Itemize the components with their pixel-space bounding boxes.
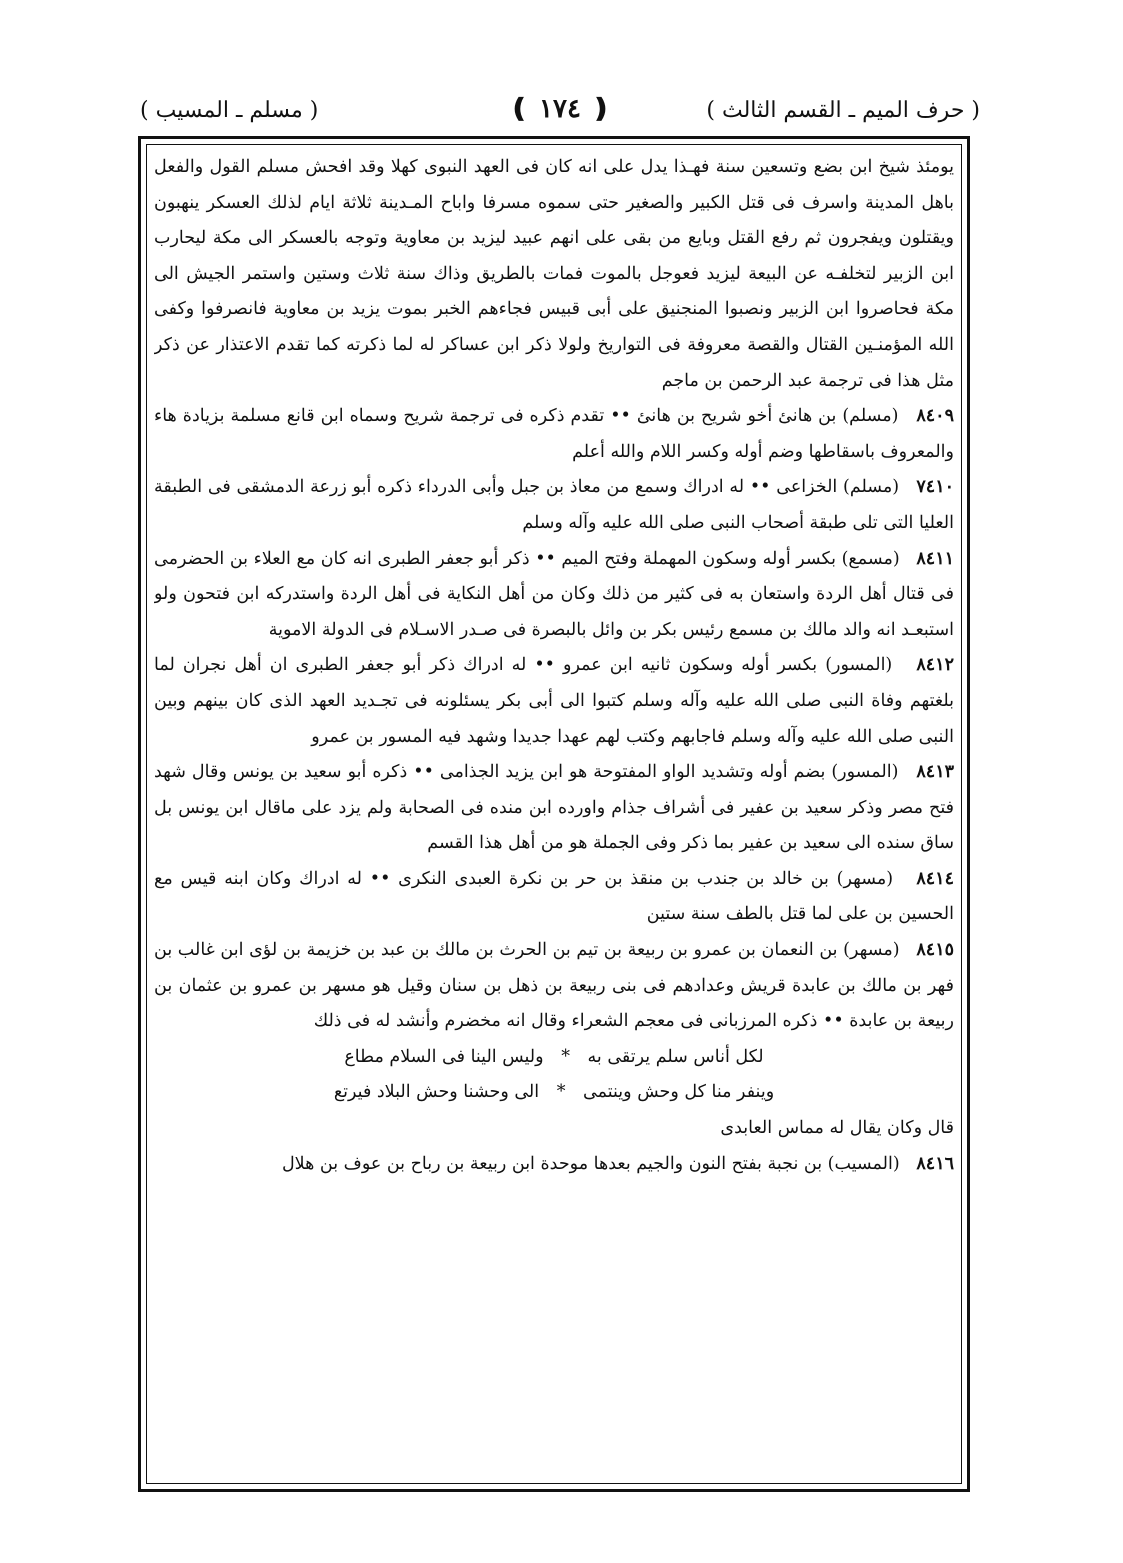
poem-separator: * <box>556 1082 566 1103</box>
poem-second-hemistich: وليس الينا فى السلام مطاع <box>344 1046 544 1067</box>
entry-number: ٨٤٠٩ <box>916 406 954 427</box>
poem-first-hemistich: وينفر منا كل وحش وينتمى <box>583 1082 775 1103</box>
entry-number: ٨٤١٤ <box>916 868 954 889</box>
poem <box>154 1040 954 1111</box>
entry-8411 <box>154 542 954 649</box>
entry-text: (المسور) بكسر أوله وسكون ثانيه ابن عمرو •• له ادراك ذكر أبو جعفر الطبرى ان أهل نجران لما بلغتهم وفاة النبى صلى الله عليه وآله وسلم كتبوا الى أبى بكر يسئلونه فى تجـديد العهد الذى كان بينهم وبين النبى صلى الله عليه وآله وسلم فاجابهم وكتب لهم عهدا جديدا وشهد فيه المسور بن عمرو <box>154 655 954 747</box>
entry-8415 <box>154 933 954 1040</box>
page-number-value: ١٧٤ <box>539 94 581 124</box>
poem-separator: * <box>561 1046 570 1067</box>
intro-paragraph: يومئذ شيخ ابن بضع وتسعين سنة فهـذا يدل على انه كان فى العهد النبوى كهلا وقد افحش مسلم القول والفعل باهل المدينة واسرف فى قتل الكبير والصغير حتى سموه مسرفا واباح المـدينة ثلاثة ايام لذلك العسكر ينهبون ويقتلون ويفجرون ثم رفع القتل وبايع من بقى على انهم عبيد ليزيد بن معاوية وتوجه بالعسكر الى مكة ليحارب ابن الزبير لتخلفـه عن البيعة ليزيد فعوجل بالموت فمات بالطريق وذاك سنة ثلاث وستين واستمر الجيش الى مكة فحاصروا ابن الزبير ونصبوا المنجنيق على أبى قبيس فجاءهم الخبر بموت يزيد بن معاوية فانصرفوا وكفى الله المؤمنـين القتال والقصة معروفة فى التواريخ ولولا ذكر ابن عساكر له لما ذكرته كما تقدم الاعتذار عن ذكر مثل هذا فى ترجمة عبد الرحمن بن ماجم <box>154 157 954 391</box>
page-header <box>140 94 980 134</box>
after-poem-line: قال وكان يقال له مماس العابدى <box>720 1118 954 1139</box>
poem-line <box>154 1075 954 1111</box>
entry-8414 <box>154 862 954 933</box>
poem-second-hemistich: الى وحشنا وحش البلاد فيرتع <box>333 1082 540 1103</box>
page-number-ornament-left: ❫ <box>508 94 530 124</box>
entry-number: ٨٤١٢ <box>916 655 954 676</box>
entry-7410 <box>154 470 954 541</box>
entry-8412 <box>154 648 954 755</box>
entry-number: ٨٤١١ <box>916 548 954 569</box>
page-number <box>508 94 612 124</box>
poem-first-hemistich: لكل أناس سلم يرتقى به <box>587 1046 764 1067</box>
entries-range: ( مسلم ـ المسيب ) <box>140 98 319 123</box>
entry-text: (المسور) بضم أوله وتشديد الواو المفتوحة هو ابن يزيد الجذامى •• ذكره أبو سعيد بن يونس وقال شهد فتح مصر وذكر سعيد بن عفير فى أشراف جذام واورده ابن منده فى الصحابة ولم يزد على ماقال ابن يونس بل ساق سنده الى سعيد بن عفير بما ذكر وفى الجملة هو من أهل هذا القسم <box>154 762 954 854</box>
entry-text: (مسهر) بن النعمان بن عمرو بن ربيعة بن تيم بن الحرث بن مالك بن عبد بن خزيمة بن لؤى ابن غالب بن فهر بن مالك بن عابدة قريش وعدادهم فى بنى ربيعة بن ذهل بن سنان وقيل هو مسهر بن عمرو بن عثمان بن ربيعة بن عابدة •• ذكره المرزبانى فى معجم الشعراء وقال انه مخضرم وأنشد له فى ذلك <box>154 940 954 1032</box>
entry-number: ٨٤١٦ <box>916 1153 954 1174</box>
poem-line <box>154 1040 954 1076</box>
entry-8416 <box>154 1147 954 1183</box>
entry-8413 <box>154 755 954 862</box>
entry-8409 <box>154 399 954 470</box>
entry-number: ٨٤١٣ <box>916 762 954 783</box>
entry-text: (مسهر) بن خالد بن جندب بن منقذ بن حر بن نكرة العبدى النكرى •• له ادراك وكان ابنه قيس مع الحسين بن على لما قتل بالطف سنة ستين <box>154 868 954 925</box>
entry-text: (مسلم) بن هانئ أخو شريح بن هانئ •• تقدم ذكره فى ترجمة شريح وسماه ابن قانع مسلمة بزيادة هاء والمعروف باسقاطها وضم أوله وكسر اللام والله أعلم <box>154 406 954 462</box>
page-number-ornament-right: ❪ <box>590 94 612 124</box>
entry-text: (المسيب) بن نجبة بفتح النون والجيم بعدها موحدة ابن ربيعة بن رباح بن عوف بن هلال <box>281 1153 900 1174</box>
page-body <box>154 150 954 1470</box>
entry-text: (مسمع) بكسر أوله وسكون المهملة وفتح الميم •• ذكر أبو جعفر الطبرى انه كان مع العلاء بن الحضرمى فى قتال أهل الردة واستعان به فى كثير من ذلك وكان من أهل النكاية فى أهل الردة واستدركه ابن فتحون ولو استبعـد انه والد مالك بن مسمع رئيس بكر بن وائل بالبصرة فى صـدر الاسـلام فى الدولة الاموية <box>154 548 954 640</box>
section-title: ( حرف الميم ـ القسم الثالث ) <box>706 98 980 123</box>
entry-number: ٨٤١٥ <box>916 940 954 961</box>
entry-text: (مسلم) الخزاعى •• له ادراك وسمع من معاذ بن جبل وأبى الدرداء ذكره أبو زرعة الدمشقى فى الطبقة العليا التى تلى طبقة أصحاب النبى صلى الله عليه وآله وسلم <box>154 477 954 533</box>
entry-number: ٧٤١٠ <box>916 477 954 498</box>
